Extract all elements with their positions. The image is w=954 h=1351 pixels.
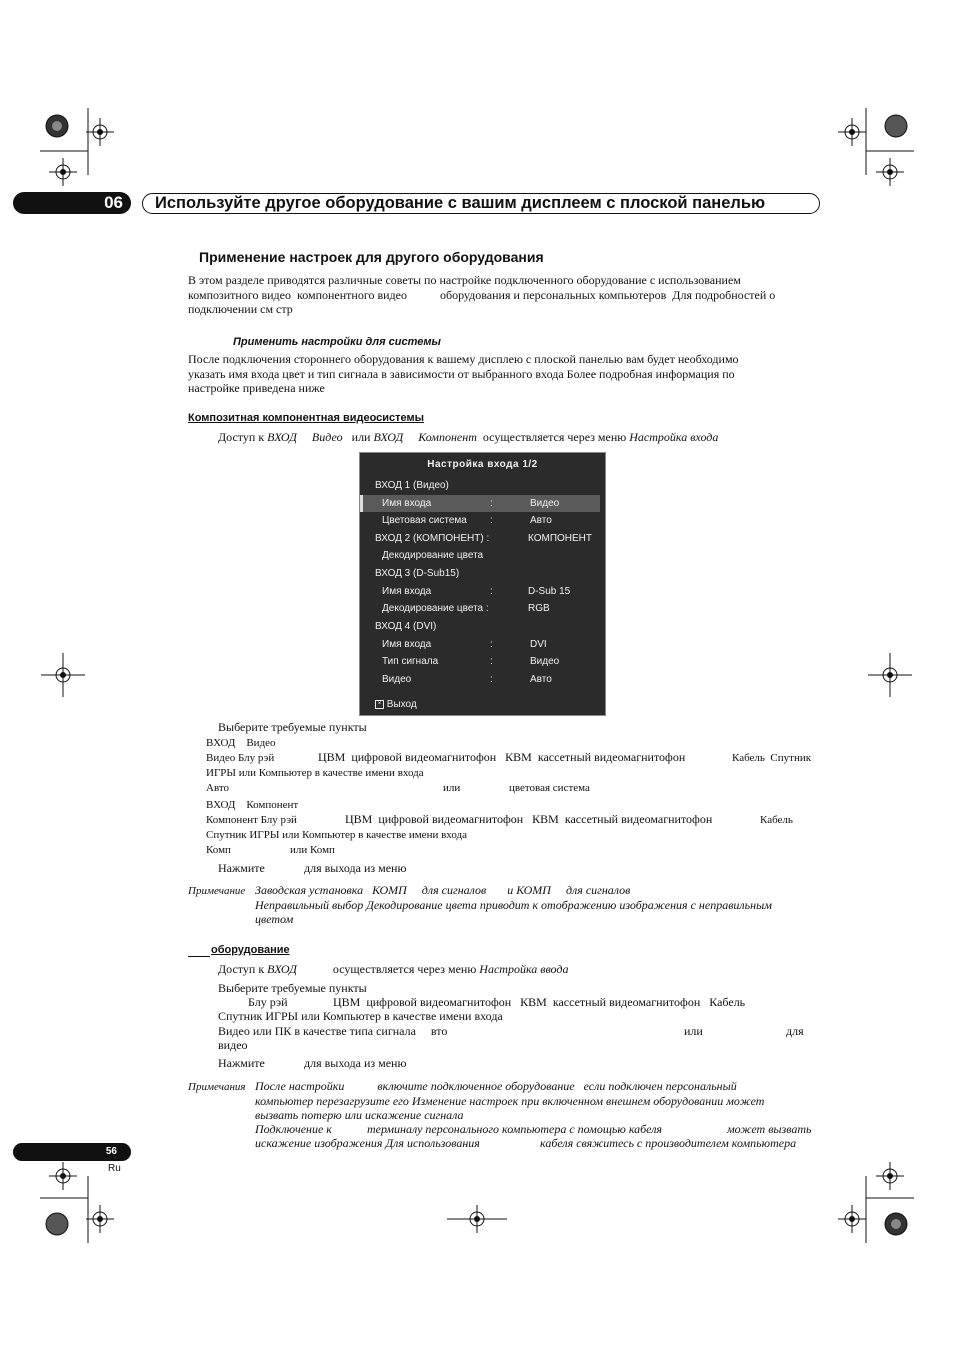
- menu-colon: :: [490, 656, 493, 667]
- menu-colon: :: [490, 586, 493, 597]
- menu-item-input1[interactable]: ВХОД 1 (Видео): [375, 480, 449, 491]
- step-input-component: ВХОД Компонент: [206, 799, 299, 811]
- note-line: компьютер перезагрузите его Изменение настроек при включенном внешнем оборудовании может: [255, 1093, 765, 1108]
- menu-colon: :: [490, 674, 493, 685]
- step-line: Кабель Спутник: [732, 752, 812, 764]
- access-line-2: Доступ к ВХОД осуществляется через меню Настройка ввода: [218, 962, 569, 976]
- menu-item-color-system[interactable]: Цветовая система: [382, 515, 467, 526]
- menu-value: КОМПОНЕНТ: [528, 533, 593, 544]
- menu-value: Видео: [530, 656, 560, 667]
- equipment-heading: оборудование: [211, 944, 290, 956]
- step-press: Нажмите: [218, 861, 265, 875]
- menu-item-input4[interactable]: ВХОД 4 (DVI): [375, 621, 437, 632]
- intro-line: В этом разделе приводятся различные советы по настройке подключенного оборудование с использованием: [188, 273, 741, 287]
- step-line: Видео Блу рэй: [206, 752, 275, 764]
- paragraph-line: После подключения стороннего оборудования к вашему дисплею с плоской панелью вам будет необходимо: [188, 352, 739, 366]
- step-line: видео: [218, 1038, 248, 1052]
- step-line: Авто: [206, 782, 230, 794]
- menu-colon: :: [490, 639, 493, 650]
- notes-text: [255, 1079, 764, 1123]
- step-line: Кабель: [760, 814, 793, 826]
- step-line: Компонент Блу рэй: [206, 814, 297, 826]
- step-line: Спутник ИГРЫ или Компьютер в качестве имени входа: [206, 829, 468, 841]
- step-select: Выберите требуемые пункты: [218, 981, 367, 995]
- menu-item-color-decoding[interactable]: Декодирование цвета: [382, 550, 484, 561]
- step-line: Комп: [206, 844, 231, 856]
- page-number: 56: [13, 1143, 131, 1161]
- heading-underline: [188, 956, 210, 957]
- note-line: терминалу персонального компьютера с помощью кабеля: [367, 1122, 663, 1136]
- language-code: Ru: [108, 1163, 121, 1174]
- step-line: Видео или ПК в качестве типа сигнала вто: [218, 1024, 448, 1038]
- note-line: Подключение к: [255, 1122, 332, 1136]
- menu-item-video[interactable]: Видео: [382, 674, 412, 685]
- step-line: ЦВМ цифровой видеомагнитофон КВМ кассетный видеомагнитофон: [345, 812, 713, 826]
- chapter-number-badge: 06: [13, 192, 131, 214]
- note-line: может вызвать: [727, 1122, 812, 1136]
- menu-value: Авто: [530, 674, 552, 685]
- menu-value: DVI: [530, 639, 547, 650]
- note-text: [255, 883, 772, 927]
- step-line: или Комп: [290, 844, 335, 856]
- menu-title: Настройка входа 1/2: [427, 459, 538, 470]
- step-line: Спутник ИГРЫ или Компьютер в качестве имени входа: [218, 1009, 503, 1023]
- step-input-video: ВХОД Видео: [206, 737, 276, 749]
- chapter-title: Используйте другое оборудование с вашим дисплеем с плоской панелью: [155, 194, 766, 212]
- step-line: ЦВМ цифровой видеомагнитофон КВМ кассетный видеомагнитофон Кабель: [333, 995, 746, 1009]
- menu-value: RGB: [528, 603, 550, 614]
- input-settings-menu: [359, 452, 606, 716]
- menu-colon: :: [490, 498, 493, 509]
- exit-key-icon: ×: [375, 700, 384, 709]
- note-label: Примечание: [188, 885, 246, 897]
- step-press-tail: для выхода из меню: [304, 861, 407, 875]
- intro-line: композитного видео компонентного видео оборудования и персональных компьютеров Для подробностей о: [188, 287, 776, 302]
- menu-value: D-Sub 15: [528, 586, 571, 597]
- step-select: Выберите требуемые пункты: [218, 720, 367, 734]
- menu-item-input2[interactable]: ВХОД 2 (КОМПОНЕНТ) :: [375, 533, 490, 544]
- composite-heading: Композитная компонентная видеосистемы: [188, 412, 425, 424]
- subsection-heading: Применить настройки для системы: [233, 336, 441, 348]
- note-line: Неправильный выбор Декодирование цвета приводит к отображению изображения с неправильным: [255, 897, 772, 912]
- menu-item-input-name[interactable]: Имя входа: [382, 639, 432, 650]
- paragraph-line: настройке приведена ниже: [188, 381, 325, 395]
- intro-line: подключении см стр: [188, 302, 293, 316]
- step-press-tail: для выхода из меню: [304, 1056, 407, 1070]
- menu-value: Авто: [530, 515, 552, 526]
- note-line: искажение изображения Для использования: [255, 1136, 480, 1150]
- menu-value: Видео: [530, 498, 560, 509]
- step-line: ЦВМ цифровой видеомагнитофон КВМ кассетный видеомагнитофон: [318, 750, 686, 764]
- step-line: ИГРЫ или Компьютер в качестве имени входа: [206, 767, 424, 779]
- step-press: Нажмите: [218, 1056, 265, 1070]
- intro-paragraph: [188, 273, 775, 317]
- menu-item-input-name[interactable]: Имя входа: [382, 498, 432, 509]
- menu-item-input-name[interactable]: Имя входа: [382, 586, 432, 597]
- section-title: Применение настроек для другого оборудования: [199, 249, 544, 265]
- step-line: Блу рэй: [248, 995, 288, 1009]
- note-line: вызвать потерю или искажение сигнала: [255, 1108, 464, 1122]
- access-line-1: Доступ к ВХОД Видео или ВХОД Компонент осуществляется через меню Настройка входа: [218, 430, 719, 444]
- notes-label: Примечания: [188, 1081, 246, 1093]
- paragraph-line: указать имя входа цвет и тип сигнала в зависимости от выбранного входа Более подробная информация по: [188, 366, 735, 381]
- menu-highlight-marker: [360, 495, 363, 512]
- step-line: для: [786, 1024, 804, 1038]
- menu-item-input3[interactable]: ВХОД 3 (D-Sub15): [375, 568, 460, 579]
- step-line: или: [443, 782, 461, 794]
- note-line: цветом: [255, 912, 294, 926]
- step-line: цветовая система: [509, 782, 590, 794]
- note-line: Заводская установка КОМП для сигналов и КОМП для сигналов: [255, 883, 631, 897]
- menu-exit-button[interactable]: × Выход: [375, 699, 417, 710]
- menu-item-color-decoding[interactable]: Декодирование цвета :: [382, 603, 489, 614]
- menu-colon: :: [490, 515, 493, 526]
- subsection-paragraph: [188, 352, 739, 396]
- note-line: кабеля свяжитесь с производителем компьютера: [540, 1136, 797, 1150]
- note-line: После настройки включите подключенное оборудование если подключен персональный: [255, 1079, 737, 1093]
- step-line: или: [684, 1024, 703, 1038]
- menu-item-signal-type[interactable]: Тип сигнала: [382, 656, 439, 667]
